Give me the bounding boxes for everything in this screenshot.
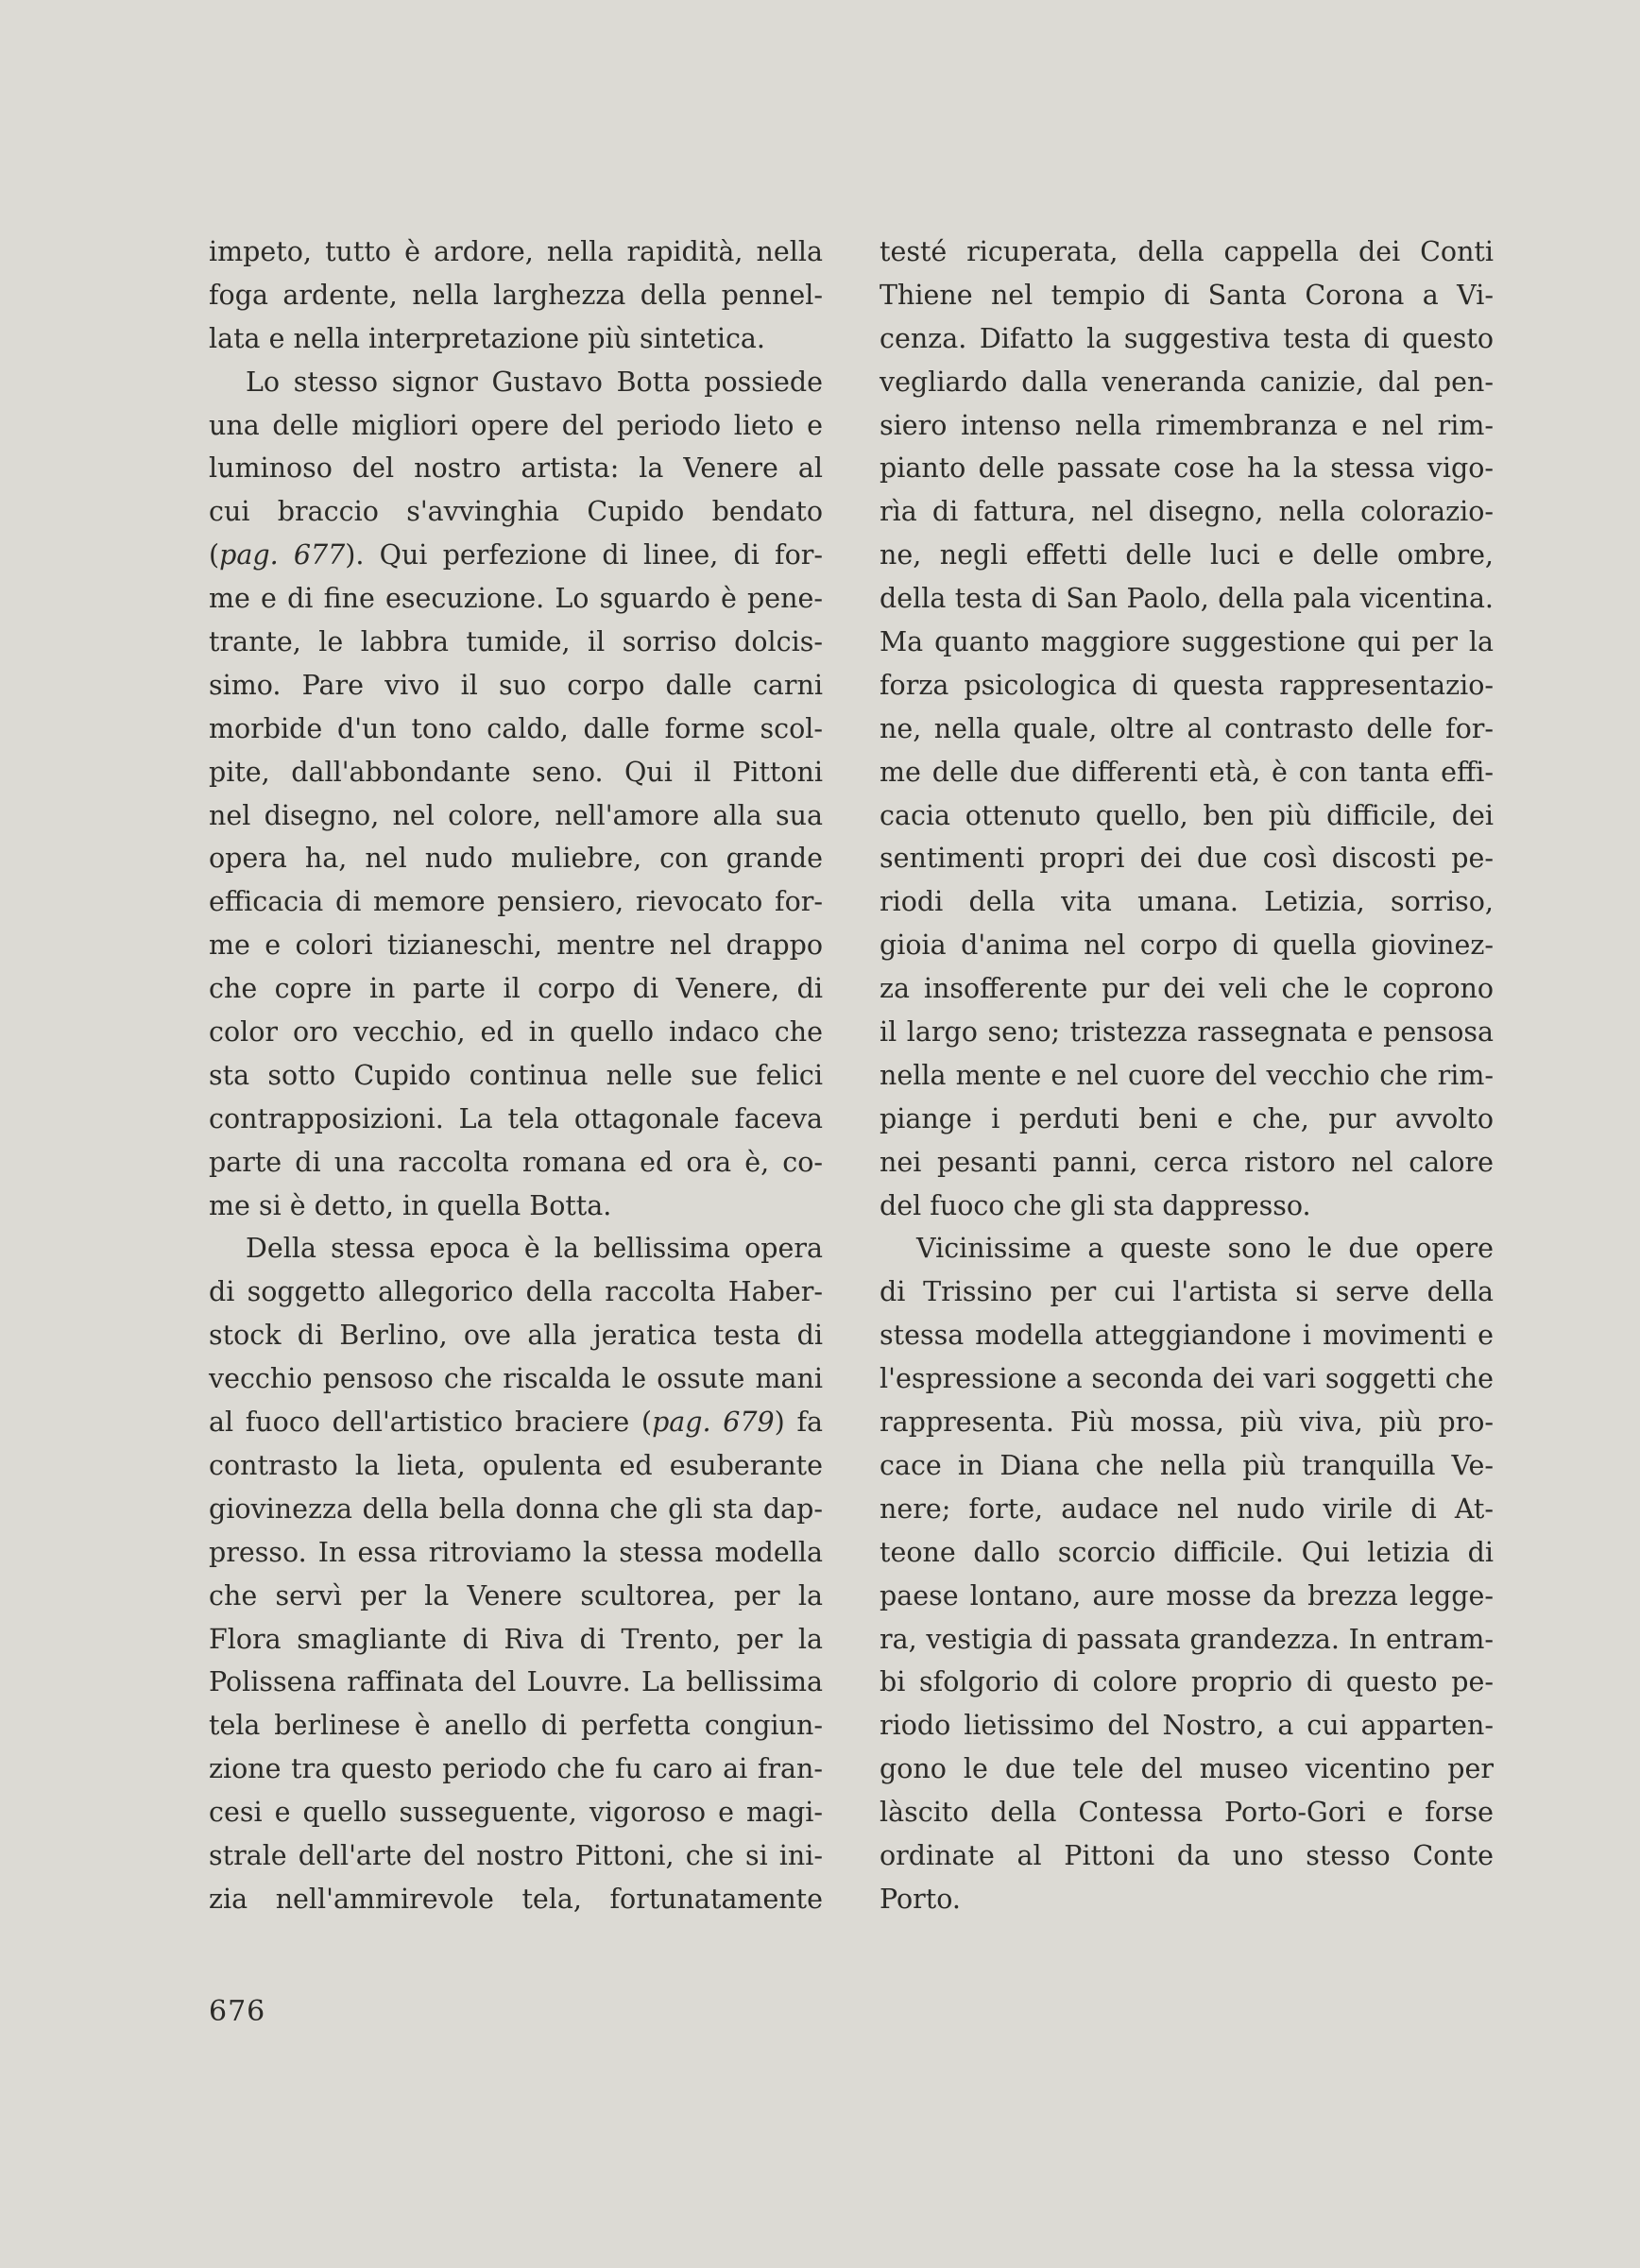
text-line: cenza. Difatto la suggestiva testa di questo xyxy=(880,322,1494,354)
text-line: paese lontano, aure mosse da brezza legge- xyxy=(880,1579,1494,1611)
text-line: della testa di San Paolo, della pala vicentina. xyxy=(880,583,1494,615)
text-line: simo. Pare vivo il suo corpo dalle carni xyxy=(209,669,823,701)
text-line: teone dallo scorcio difficile. Qui letizia di xyxy=(880,1536,1494,1568)
text-line: parte di una raccolta romana ed ora è, co- xyxy=(209,1146,823,1178)
text-line: riodo lietissimo del Nostro, a cui apparten- xyxy=(880,1710,1494,1742)
text-line: bi sfolgorio di colore proprio di questo pe- xyxy=(880,1666,1494,1698)
text-line: Porto. xyxy=(880,1883,961,1915)
text-line: za insofferente pur dei veli che le coprono xyxy=(880,973,1494,1005)
text-line: il largo seno; tristezza rassegnata e pensosa xyxy=(880,1016,1494,1049)
text-line: color oro vecchio, ed in quello indaco che xyxy=(209,1016,823,1049)
text-line: presso. In essa ritroviamo la stessa modella xyxy=(209,1536,823,1568)
text-line: sta sotto Cupido continua nelle sue felici xyxy=(209,1059,823,1091)
text-line: Lo stesso signor Gustavo Botta possiede xyxy=(246,366,823,398)
text-line: ne, nella quale, oltre al contrasto delle for- xyxy=(880,712,1494,744)
text-line: nel disegno, nel colore, nell'amore alla sua xyxy=(209,799,823,831)
text-line: nere; forte, audace nel nudo virile di At- xyxy=(880,1492,1494,1525)
text-line: una delle migliori opere del periodo lieto e xyxy=(209,409,823,441)
text-line: ne, negli effetti delle luci e delle ombre, xyxy=(880,539,1494,571)
right-text-column xyxy=(880,230,1494,1921)
text-line: Vicinissime a queste sono le due opere xyxy=(916,1233,1494,1265)
text-line: contrapposizioni. La tela ottagonale faceva xyxy=(209,1102,823,1134)
text-line: riodi della vita umana. Letizia, sorriso, xyxy=(880,886,1494,918)
text-line: pianto delle passate cose ha la stessa vigo- xyxy=(880,452,1494,485)
text-line: trante, le labbra tumide, il sorriso dolcis- xyxy=(209,626,823,658)
text-line: stock di Berlino, ove alla jeratica testa di xyxy=(209,1320,823,1352)
line-text: ) fa xyxy=(774,1407,824,1439)
text-line: che copre in parte il corpo di Venere, di xyxy=(209,973,823,1005)
text-line: testé ricuperata, della cappella dei Conti xyxy=(880,236,1494,267)
text-line: del fuoco che gli sta dappresso. xyxy=(880,1189,1311,1221)
text-line: strale dell'arte del nostro Pittoni, che si ini- xyxy=(209,1839,823,1871)
text-line: piange i perduti beni e che, pur avvolto xyxy=(880,1102,1494,1134)
text-line: Polissena raffinata del Louvre. La bellissima xyxy=(209,1666,823,1698)
text-line xyxy=(209,1401,823,1444)
text-line: me e di fine esecuzione. Lo sguardo è pene- xyxy=(209,583,823,615)
text-line: tela berlinese è anello di perfetta congiun- xyxy=(209,1710,823,1742)
text-line: Della stessa epoca è la bellissima opera xyxy=(246,1233,823,1265)
text-line: vegliardo dalla veneranda canizie, dal pen- xyxy=(880,366,1494,398)
text-line: làscito della Contessa Porto-Gori e forse xyxy=(880,1797,1494,1829)
text-line: cacia ottenuto quello, ben più difficile, dei xyxy=(880,799,1494,831)
text-line: siero intenso nella rimembranza e nel rim- xyxy=(880,409,1494,441)
text-line: forza psicologica di questa rappresentazio- xyxy=(880,669,1494,701)
text-line: rappresenta. Più mossa, più viva, più pro- xyxy=(880,1407,1494,1439)
text-line: sentimenti propri dei due così discosti pe- xyxy=(880,843,1494,875)
text-line: impeto, tutto è ardore, nella rapidità, nella xyxy=(209,236,823,267)
line-text: al fuoco dell'artistico braciere ( xyxy=(209,1407,653,1439)
text-line: efficacia di memore pensiero, rievocato for- xyxy=(209,886,823,918)
page-reference: pag. 677 xyxy=(219,539,346,571)
text-line: cesi e quello susseguente, vigoroso e magi- xyxy=(209,1797,823,1829)
text-line: zia nell'ammirevole tela, fortunatamente xyxy=(209,1883,823,1915)
text-line: nei pesanti panni, cerca ristoro nel calore xyxy=(880,1146,1494,1178)
text-line: opera ha, nel nudo muliebre, con grande xyxy=(209,843,823,875)
text-line: di Trissino per cui l'artista si serve della xyxy=(880,1276,1494,1308)
text-line xyxy=(209,534,823,577)
text-line: stessa modella atteggiandone i movimenti e xyxy=(880,1320,1494,1352)
text-line: me e colori tizianeschi, mentre nel drappo xyxy=(209,929,823,962)
text-line: zione tra questo periodo che fu caro ai fran- xyxy=(209,1753,823,1785)
text-line: che servì per la Venere scultorea, per la xyxy=(209,1579,823,1611)
line-text: ). Qui perfezione di linee, di for- xyxy=(345,539,823,571)
text-line: gono le due tele del museo vicentino per xyxy=(880,1753,1494,1785)
text-line: rìa di fattura, nel disegno, nella colorazio- xyxy=(880,496,1494,528)
text-line: contrasto la lieta, opulenta ed esuberante xyxy=(209,1449,823,1481)
text-line: Flora smagliante di Riva di Trento, per la xyxy=(209,1623,823,1655)
text-line: gioia d'anima nel corpo di quella giovinez- xyxy=(880,929,1494,962)
text-line: Thiene nel tempio di Santa Corona a Vi- xyxy=(880,279,1494,311)
text-line: pite, dall'abbondante seno. Qui il Pittoni xyxy=(209,756,823,788)
text-line: luminoso del nostro artista: la Venere al xyxy=(209,452,823,485)
line-text: ( xyxy=(209,539,220,571)
text-line: cace in Diana che nella più tranquilla Ve- xyxy=(880,1449,1494,1481)
text-line: morbide d'un tono caldo, dalle forme scol- xyxy=(209,712,823,744)
text-line: me si è detto, in quella Botta. xyxy=(209,1189,612,1221)
page-number: 676 xyxy=(209,1995,266,2028)
text-line: giovinezza della bella donna che gli sta dap- xyxy=(209,1492,823,1525)
text-line: lata e nella interpretazione più sintetica. xyxy=(209,322,765,354)
text-line: foga ardente, nella larghezza della pennel- xyxy=(209,279,823,311)
text-line: cui braccio s'avvinghia Cupido bendato xyxy=(209,496,823,528)
text-line: l'espressione a seconda dei vari soggetti che xyxy=(880,1363,1494,1395)
text-line: ra, vestigia di passata grandezza. In entram- xyxy=(880,1623,1494,1655)
text-line: nella mente e nel cuore del vecchio che rim- xyxy=(880,1059,1494,1091)
text-line: Ma quanto maggiore suggestione qui per la xyxy=(880,626,1494,658)
text-line: ordinate al Pittoni da uno stesso Conte xyxy=(880,1839,1494,1871)
text-line: me delle due differenti età, è con tanta effi- xyxy=(880,756,1494,788)
text-line: vecchio pensoso che riscalda le ossute mani xyxy=(209,1363,823,1395)
text-line: di soggetto allegorico della raccolta Haber- xyxy=(209,1276,823,1308)
page-reference: pag. 679 xyxy=(652,1407,775,1439)
left-text-column xyxy=(209,230,823,1921)
